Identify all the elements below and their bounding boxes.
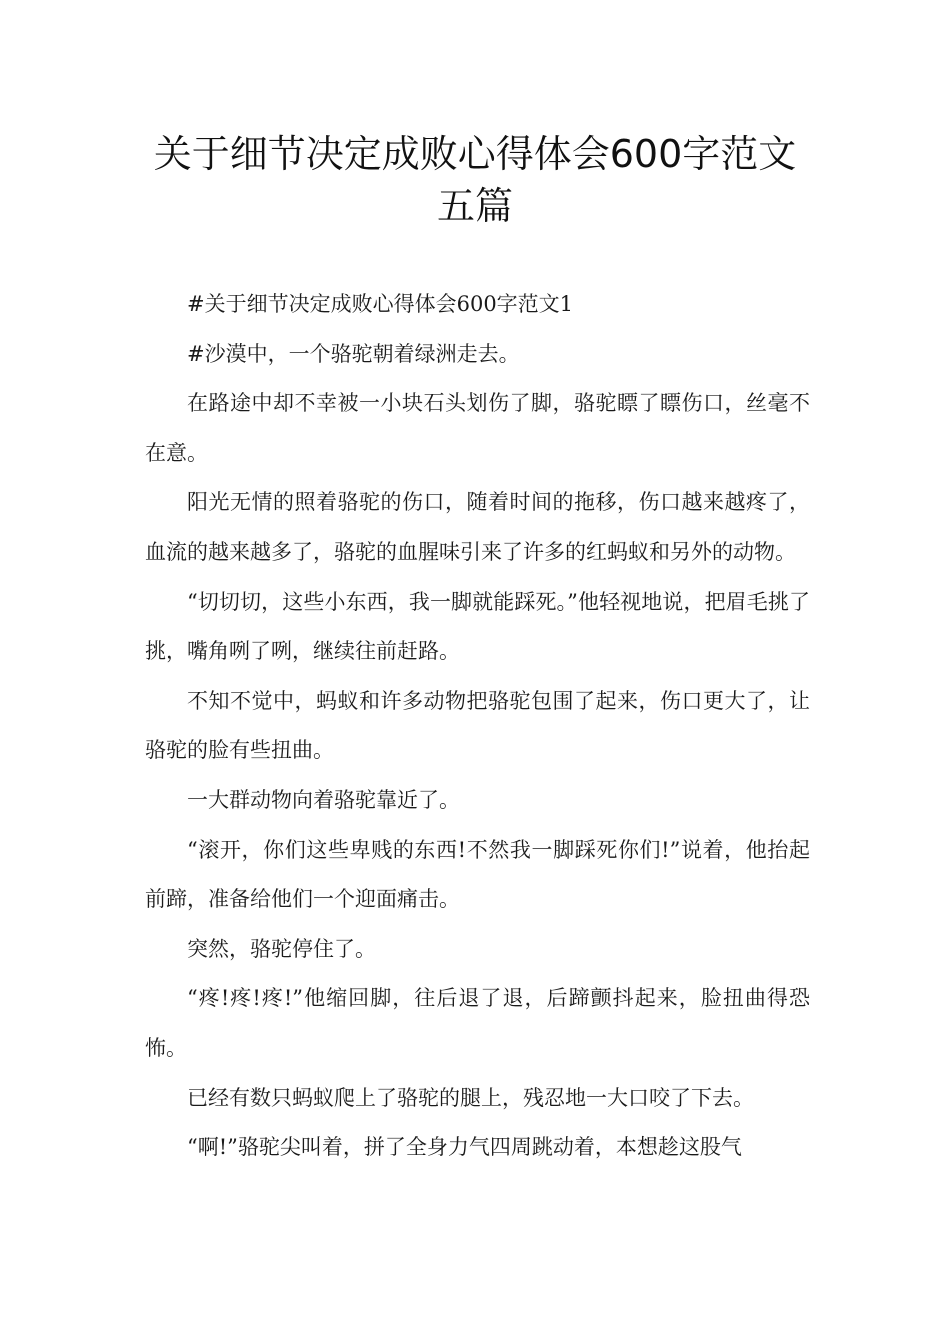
paragraph: 突然，骆驼停住了。 bbox=[187, 936, 376, 961]
paragraph: 不知不觉中，蚂蚁和许多动物把骆驼包围了起来，伤口更大了，让骆驼的脸有些扭曲。 bbox=[145, 688, 810, 763]
document-body bbox=[145, 280, 810, 1173]
paragraph: 在路途中却不幸被一小块石头划伤了脚，骆驼瞟了瞟伤口，丝毫不在意。 bbox=[145, 391, 810, 465]
title-line-2: 五篇 bbox=[436, 184, 513, 228]
paragraph: “疼!疼!疼!”他缩回脚，往后退了退，后蹄颤抖起来，脸扭曲得恐怖。 bbox=[145, 986, 810, 1060]
paragraph: #沙漠中，一个骆驼朝着绿洲走去。 bbox=[187, 341, 520, 366]
paragraph: #关于细节决定成败心得体会600字范文1 bbox=[187, 292, 574, 316]
paragraph: “滚开，你们这些卑贱的东西!不然我一脚踩死你们!”说着，他抬起前蹄，准备给他们一个迎面痛击。 bbox=[145, 837, 810, 912]
paragraph: 已经有数只蚂蚁爬上了骆驼的腿上，残忍地一大口咬了下去。 bbox=[187, 1085, 754, 1110]
document-title bbox=[120, 128, 830, 232]
paragraph: 一大群动物向着骆驼靠近了。 bbox=[187, 787, 460, 812]
paragraph: “切切切，这些小东西，我一脚就能踩死。”他轻视地说，把眉毛挑了挑，嘴角咧了咧，继续往前赶路。 bbox=[145, 589, 810, 664]
paragraph: “啊!”骆驼尖叫着，拼了全身力气四周跳动着，本想趁这股气 bbox=[187, 1135, 742, 1160]
paragraph: 阳光无情的照着骆驼的伤口，随着时间的拖移，伤口越来越疼了，血流的越来越多了，骆驼的血腥味引来了许多的红蚂蚁和另外的动物。 bbox=[145, 490, 810, 564]
title-line-1: 关于细节决定成败心得体会600字范文 bbox=[153, 132, 797, 176]
